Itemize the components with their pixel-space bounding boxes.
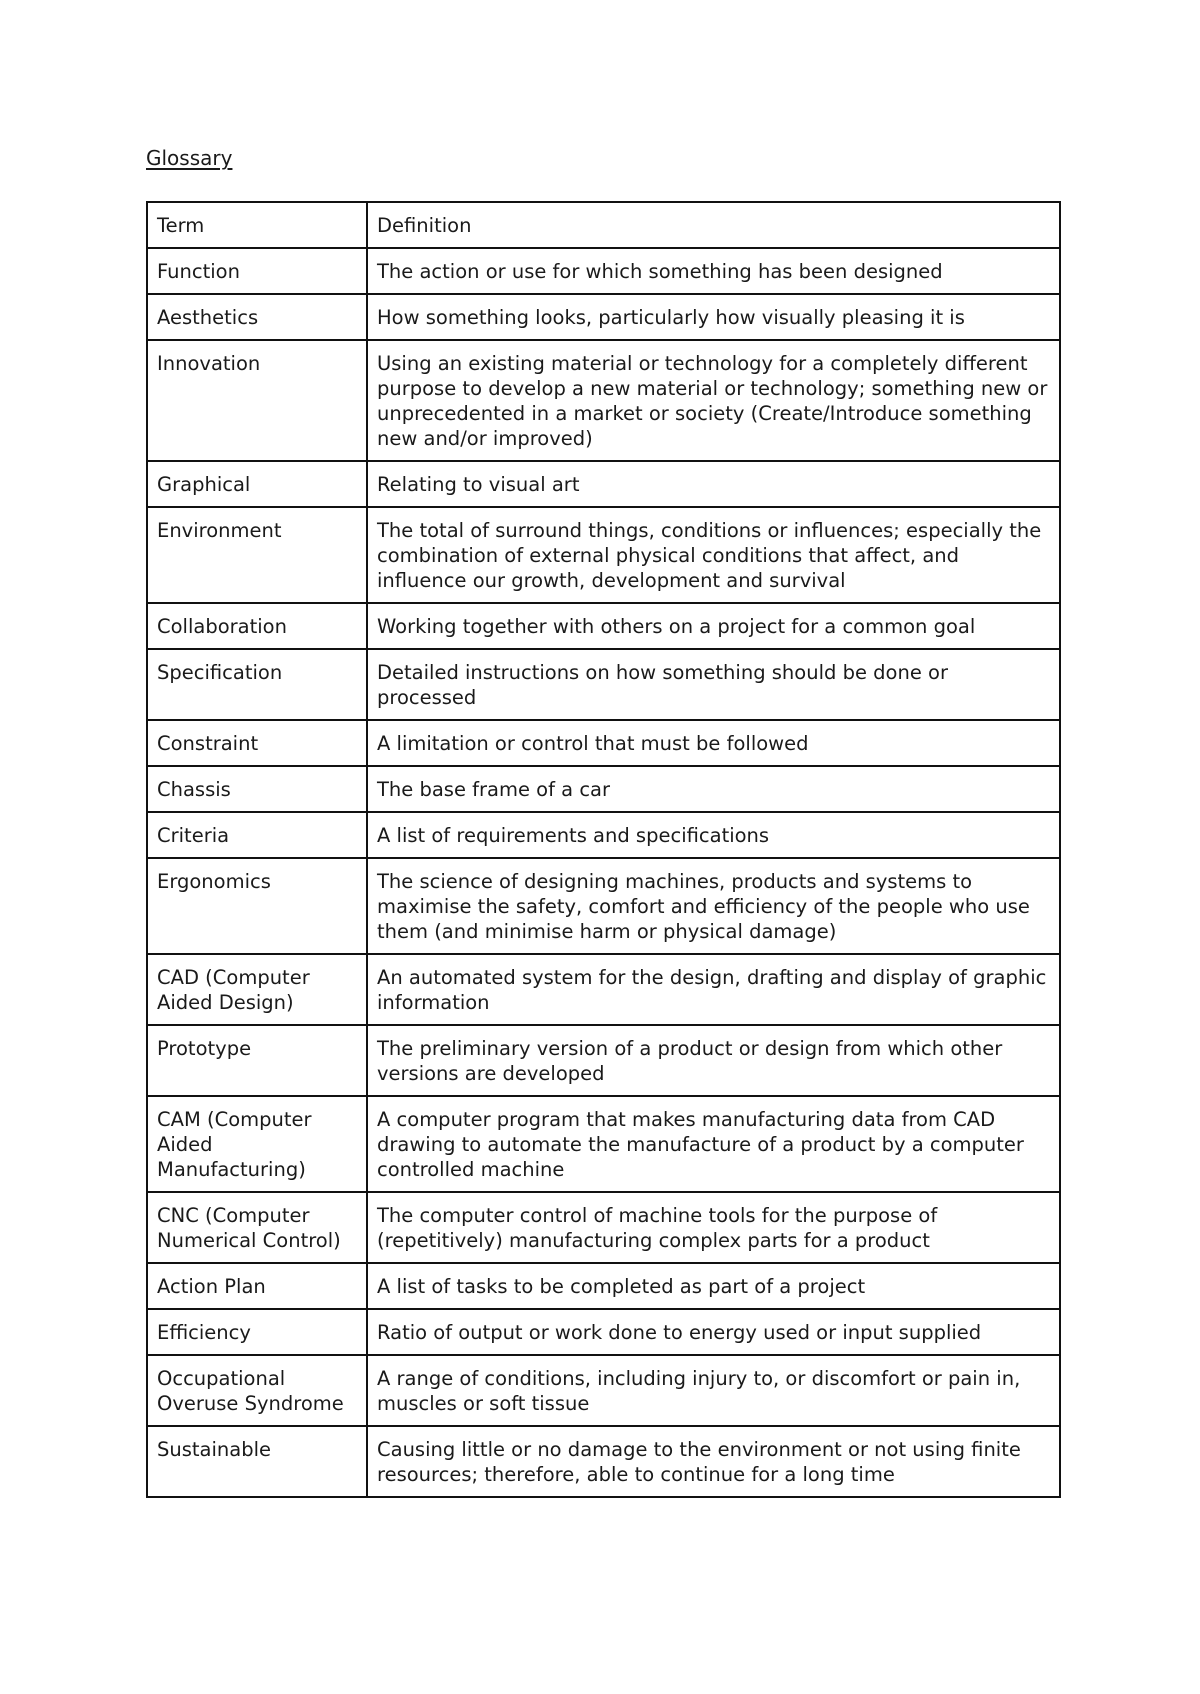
table-row [147,294,1060,340]
definition-cell: Detailed instructions on how something should be done or processed [367,649,1060,720]
column-header-definition: Definition [367,202,1060,248]
definition-cell: Relating to visual art [367,461,1060,507]
table-row [147,858,1060,954]
definition-cell: Working together with others on a project for a common goal [367,603,1060,649]
term-cell: Collaboration [147,603,367,649]
term-cell: Criteria [147,812,367,858]
term-cell: Function [147,248,367,294]
term-cell: CNC (Computer Numerical Control) [147,1192,367,1263]
definition-cell: A range of conditions, including injury to, or discomfort or pain in, muscles or soft tissue [367,1355,1060,1426]
definition-cell: The computer control of machine tools for the purpose of (repetitively) manufacturing complex parts for a product [367,1192,1060,1263]
definition-cell: A limitation or control that must be followed [367,720,1060,766]
definition-cell: Using an existing material or technology for a completely different purpose to develop a new material or technology; something new or unprecedented in a market or society (Create/Introduce something new and/or improved) [367,340,1060,461]
column-header-term: Term [147,202,367,248]
table-row [147,720,1060,766]
table-row [147,1426,1060,1497]
definition-cell: A computer program that makes manufacturing data from CAD drawing to automate the manufacture of a product by a computer controlled machine [367,1096,1060,1192]
definition-cell: An automated system for the design, drafting and display of graphic information [367,954,1060,1025]
definition-cell: Ratio of output or work done to energy used or input supplied [367,1309,1060,1355]
page-title: Glossary [146,146,233,170]
definition-cell: The science of designing machines, products and systems to maximise the safety, comfort and efficiency of the people who use them (and minimise harm or physical damage) [367,858,1060,954]
table-row [147,1309,1060,1355]
table-body [147,248,1060,1497]
term-cell: Prototype [147,1025,367,1096]
term-cell: Chassis [147,766,367,812]
table-row [147,766,1060,812]
table-row [147,1355,1060,1426]
term-cell: Efficiency [147,1309,367,1355]
definition-cell: A list of requirements and specifications [367,812,1060,858]
table-row [147,812,1060,858]
table-row [147,1192,1060,1263]
table-row [147,1025,1060,1096]
term-cell: CAM (Computer Aided Manufacturing) [147,1096,367,1192]
term-cell: Constraint [147,720,367,766]
term-cell: Action Plan [147,1263,367,1309]
term-cell: Specification [147,649,367,720]
table-row [147,954,1060,1025]
term-cell: Aesthetics [147,294,367,340]
definition-cell: The total of surround things, conditions or influences; especially the combination of external physical conditions that affect, and influence our growth, development and survival [367,507,1060,603]
term-cell: Environment [147,507,367,603]
definition-cell: How something looks, particularly how visually pleasing it is [367,294,1060,340]
definition-cell: The preliminary version of a product or design from which other versions are developed [367,1025,1060,1096]
term-cell: Ergonomics [147,858,367,954]
table-row [147,507,1060,603]
table-row [147,649,1060,720]
header-row [147,202,1060,248]
term-cell: Innovation [147,340,367,461]
term-cell: Occupational Overuse Syndrome [147,1355,367,1426]
definition-cell: Causing little or no damage to the environment or not using finite resources; therefore, able to continue for a long time [367,1426,1060,1497]
table-row [147,603,1060,649]
table-row [147,461,1060,507]
definition-cell: The base frame of a car [367,766,1060,812]
definition-cell: The action or use for which something has been designed [367,248,1060,294]
table-header [147,202,1060,248]
term-cell: Sustainable [147,1426,367,1497]
table-row [147,248,1060,294]
definition-cell: A list of tasks to be completed as part of a project [367,1263,1060,1309]
table-row [147,1096,1060,1192]
term-cell: CAD (Computer Aided Design) [147,954,367,1025]
table-row [147,340,1060,461]
term-cell: Graphical [147,461,367,507]
glossary-table [146,201,1061,1498]
table-row [147,1263,1060,1309]
